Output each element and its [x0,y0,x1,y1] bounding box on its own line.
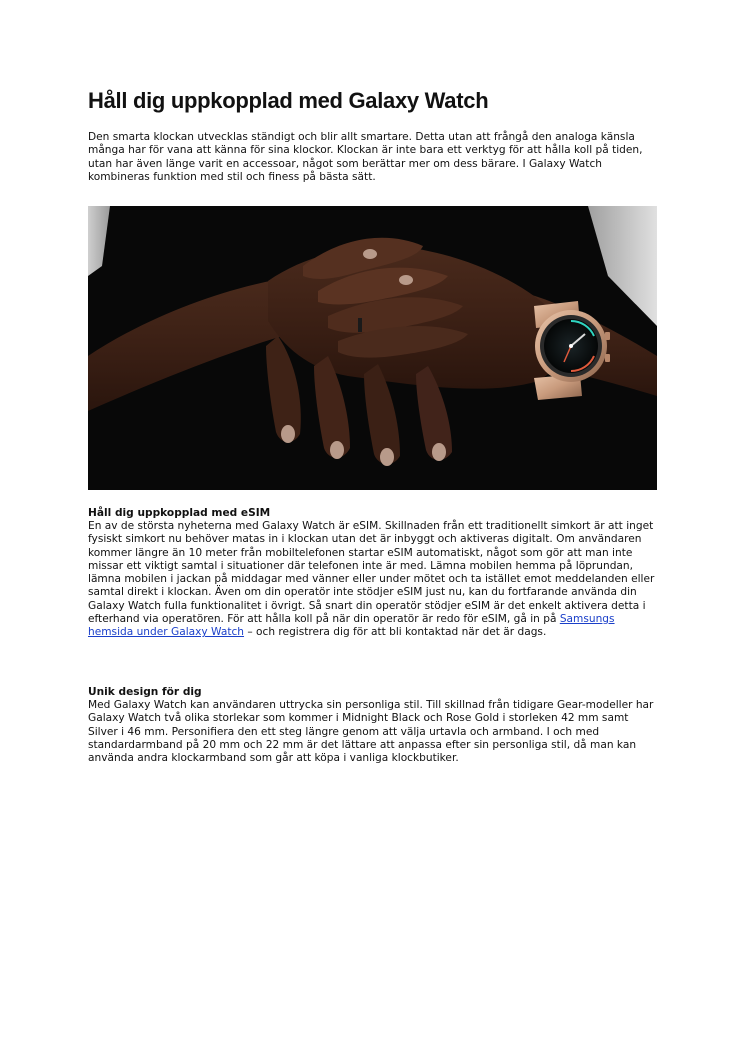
article-title: Håll dig uppkopplad med Galaxy Watch [88,88,489,113]
intro-paragraph: Den smarta klockan utvecklas ständigt och blir allt smartare. Detta utan att frångå den analoga känsla många har för vana att känna för sina klockor. Klockan är inte bara ett verktyg för att hålla koll på tiden, utan har även länge varit en accessoar, något som berättar mer om dess bärare. I Galaxy Watch kombineras funktion med stil och finess på bästa sätt. [88,131,643,183]
section-heading-esim: Håll dig uppkopplad med eSIM [88,507,271,519]
section-heading-design: Unik design för dig [88,686,202,698]
samsung-galaxy-watch-link[interactable]: Samsungs hemsida under Galaxy Watch [88,613,615,639]
design-paragraph: Med Galaxy Watch kan användaren uttrycka sin personliga stil. Till skillnad från tidigare Gear-modeller har Galaxy Watch två olika storlekar som kommer i Midnight Black och Rose Gold i storleken 42 mm samt Silver i 46 mm. Personifiera den ett steg längre genom att välja urtavla och armband. I och med standardarmband på 20 mm och 22 mm är det lättare att anpassa efter sin personliga stil, då man kan använda andra klockarmband som går att köpa i vanliga klockbutiker. [88,699,654,765]
esim-paragraph [88,520,660,640]
esim-text-before-link: En av de största nyheterna med Galaxy Watch är eSIM. Skillnaden från ett traditionellt simkort är att inget fysiskt simkort nu behöver matas in i klockan utan det är inbyggt och aktiveras digitalt. Om användaren kommer längre än 10 meter från mobiltelefonen startar eSIM automatiskt, något som gör att man inte missar ett viktigt samtal i situationer där telefonen inte är med. Lämna mobilen hemma på löprundan, lämna mobilen i jackan på middagar med vänner eller under mötet och ta istället emot meddelanden eller samtal direkt i klockan. Även om din operatör inte stödjer eSIM just nu, kan du fortfarande använda din Galaxy Watch fulla funktionalitet i övrigt. Så snart din operatör stödjer eSIM är det enkelt aktivera detta i efterhand via operatören. För att hålla koll på när din operatör är redo för eSIM, gå in på [88,520,655,626]
esim-text-after-link: – och registrera dig för att bli kontaktad när det är dags. [244,626,547,639]
hero-photo-clasped-hands-with-galaxy-watch [88,206,657,490]
